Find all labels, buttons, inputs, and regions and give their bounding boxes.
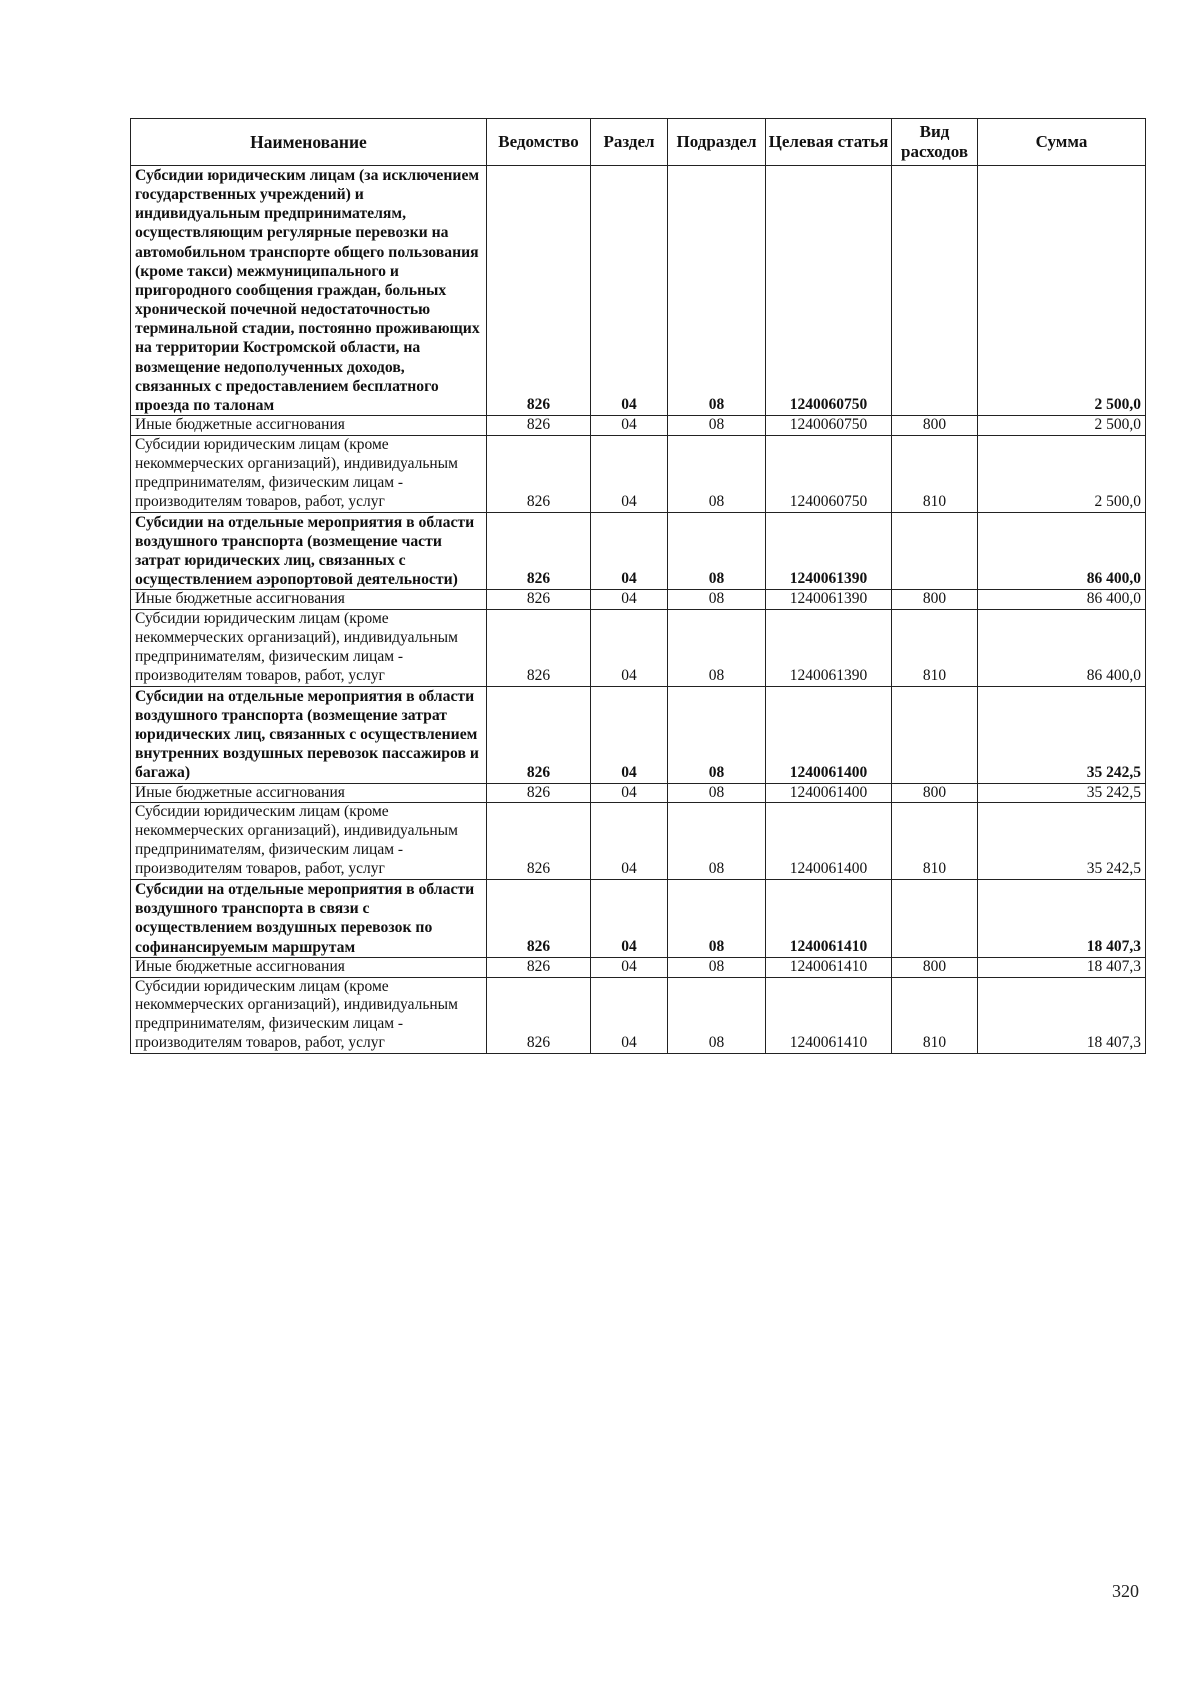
cell-subsection: 08 bbox=[668, 416, 766, 436]
cell-amount: 2 500,0 bbox=[978, 166, 1146, 416]
page-number: 320 bbox=[1112, 1581, 1139, 1601]
table-row bbox=[131, 783, 1146, 803]
cell-section: 04 bbox=[591, 610, 668, 687]
cell-department: 826 bbox=[487, 590, 591, 610]
cell-section: 04 bbox=[591, 686, 668, 783]
cell-subsection: 08 bbox=[668, 977, 766, 1054]
table-row bbox=[131, 166, 1146, 416]
cell-expense-type: 810 bbox=[892, 610, 978, 687]
cell-amount: 86 400,0 bbox=[978, 610, 1146, 687]
cell-name: Иные бюджетные ассигнования bbox=[131, 783, 487, 803]
cell-department: 826 bbox=[487, 880, 591, 958]
cell-expense-type: 800 bbox=[892, 590, 978, 610]
cell-target-article: 1240061390 bbox=[766, 512, 892, 590]
cell-expense-type: 810 bbox=[892, 803, 978, 880]
cell-section: 04 bbox=[591, 803, 668, 880]
cell-amount: 86 400,0 bbox=[978, 512, 1146, 590]
cell-section: 04 bbox=[591, 783, 668, 803]
cell-target-article: 1240061400 bbox=[766, 686, 892, 783]
header-amount: Сумма bbox=[978, 119, 1146, 166]
cell-name: Субсидии юридическим лицам (кроме некоммерческих организаций), индивидуальным предпринимателям, физическим лицам - производителям товаров, работ, услуг bbox=[131, 610, 487, 687]
cell-subsection: 08 bbox=[668, 590, 766, 610]
cell-name: Субсидии юридическим лицам (кроме некоммерческих организаций), индивидуальным предпринимателям, физическим лицам - производителям товаров, работ, услуг bbox=[131, 435, 487, 512]
header-name: Наименование bbox=[131, 119, 487, 166]
header-expense-type: Вид расходов bbox=[892, 119, 978, 166]
cell-subsection: 08 bbox=[668, 957, 766, 977]
cell-name: Субсидии юридическим лицам (за исключением государственных учреждений) и индивидуальным предпринимателям, осуществляющим регулярные перевозки на автомобильном транспорте общего пользования (кроме такси) межмуниципального и пригородного сообщения граждан, больных хронической почечной недостаточностью терминальной стадии, постоянно проживающих на территории Костромской области, на возмещение недополученных доходов, связанных с предоставлением бесплатного проезда по талонам bbox=[131, 166, 487, 416]
table-row bbox=[131, 435, 1146, 512]
cell-amount: 2 500,0 bbox=[978, 435, 1146, 512]
cell-expense-type bbox=[892, 880, 978, 958]
cell-name: Субсидии на отдельные мероприятия в области воздушного транспорта в связи с осуществлением воздушных перевозок по софинансируемым маршрутам bbox=[131, 880, 487, 958]
cell-department: 826 bbox=[487, 957, 591, 977]
header-subsection: Подраздел bbox=[668, 119, 766, 166]
cell-amount: 35 242,5 bbox=[978, 803, 1146, 880]
cell-department: 826 bbox=[487, 977, 591, 1054]
cell-department: 826 bbox=[487, 783, 591, 803]
cell-expense-type: 800 bbox=[892, 783, 978, 803]
cell-name: Иные бюджетные ассигнования bbox=[131, 957, 487, 977]
cell-target-article: 1240061400 bbox=[766, 783, 892, 803]
cell-expense-type bbox=[892, 166, 978, 416]
cell-department: 826 bbox=[487, 610, 591, 687]
cell-name: Субсидии юридическим лицам (кроме некоммерческих организаций), индивидуальным предпринимателям, физическим лицам - производителям товаров, работ, услуг bbox=[131, 803, 487, 880]
cell-subsection: 08 bbox=[668, 512, 766, 590]
cell-section: 04 bbox=[591, 590, 668, 610]
cell-department: 826 bbox=[487, 166, 591, 416]
cell-department: 826 bbox=[487, 435, 591, 512]
cell-expense-type bbox=[892, 512, 978, 590]
cell-amount: 18 407,3 bbox=[978, 977, 1146, 1054]
table-row bbox=[131, 977, 1146, 1054]
header-section: Раздел bbox=[591, 119, 668, 166]
table-row bbox=[131, 610, 1146, 687]
cell-subsection: 08 bbox=[668, 166, 766, 416]
table-body bbox=[131, 166, 1146, 1054]
cell-expense-type: 810 bbox=[892, 435, 978, 512]
cell-department: 826 bbox=[487, 686, 591, 783]
cell-section: 04 bbox=[591, 957, 668, 977]
cell-target-article: 1240060750 bbox=[766, 416, 892, 436]
cell-amount: 18 407,3 bbox=[978, 880, 1146, 958]
header-row bbox=[131, 119, 1146, 166]
cell-amount: 18 407,3 bbox=[978, 957, 1146, 977]
cell-subsection: 08 bbox=[668, 783, 766, 803]
cell-section: 04 bbox=[591, 977, 668, 1054]
cell-name: Иные бюджетные ассигнования bbox=[131, 590, 487, 610]
cell-target-article: 1240061400 bbox=[766, 803, 892, 880]
table-row bbox=[131, 590, 1146, 610]
cell-department: 826 bbox=[487, 512, 591, 590]
cell-section: 04 bbox=[591, 880, 668, 958]
table-row bbox=[131, 803, 1146, 880]
budget-expenditure-table bbox=[130, 118, 1146, 1054]
cell-name: Субсидии на отдельные мероприятия в области воздушного транспорта (возмещение затрат юридических лиц, связанных с осуществлением внутренних воздушных перевозок пассажиров и багажа) bbox=[131, 686, 487, 783]
cell-subsection: 08 bbox=[668, 610, 766, 687]
cell-section: 04 bbox=[591, 166, 668, 416]
cell-section: 04 bbox=[591, 512, 668, 590]
cell-subsection: 08 bbox=[668, 880, 766, 958]
cell-amount: 35 242,5 bbox=[978, 783, 1146, 803]
cell-department: 826 bbox=[487, 416, 591, 436]
table-row bbox=[131, 957, 1146, 977]
table-row bbox=[131, 512, 1146, 590]
cell-name: Субсидии юридическим лицам (кроме некоммерческих организаций), индивидуальным предпринимателям, физическим лицам - производителям товаров, работ, услуг bbox=[131, 977, 487, 1054]
table-header bbox=[131, 119, 1146, 166]
cell-expense-type: 810 bbox=[892, 977, 978, 1054]
cell-target-article: 1240061410 bbox=[766, 880, 892, 958]
cell-section: 04 bbox=[591, 435, 668, 512]
cell-subsection: 08 bbox=[668, 435, 766, 512]
table-row bbox=[131, 416, 1146, 436]
cell-target-article: 1240061410 bbox=[766, 957, 892, 977]
cell-target-article: 1240061390 bbox=[766, 590, 892, 610]
table-row bbox=[131, 686, 1146, 783]
header-department: Ведомство bbox=[487, 119, 591, 166]
cell-target-article: 1240061410 bbox=[766, 977, 892, 1054]
cell-subsection: 08 bbox=[668, 686, 766, 783]
table-row bbox=[131, 880, 1146, 958]
cell-name: Иные бюджетные ассигнования bbox=[131, 416, 487, 436]
cell-amount: 86 400,0 bbox=[978, 590, 1146, 610]
cell-department: 826 bbox=[487, 803, 591, 880]
cell-amount: 35 242,5 bbox=[978, 686, 1146, 783]
cell-target-article: 1240061390 bbox=[766, 610, 892, 687]
cell-target-article: 1240060750 bbox=[766, 166, 892, 416]
cell-subsection: 08 bbox=[668, 803, 766, 880]
cell-section: 04 bbox=[591, 416, 668, 436]
cell-expense-type: 800 bbox=[892, 416, 978, 436]
header-target-article: Целевая статья bbox=[766, 119, 892, 166]
cell-name: Субсидии на отдельные мероприятия в области воздушного транспорта (возмещение части затрат юридических лиц, связанных с осуществлением аэропортовой деятельности) bbox=[131, 512, 487, 590]
cell-expense-type: 800 bbox=[892, 957, 978, 977]
cell-amount: 2 500,0 bbox=[978, 416, 1146, 436]
cell-target-article: 1240060750 bbox=[766, 435, 892, 512]
cell-expense-type bbox=[892, 686, 978, 783]
